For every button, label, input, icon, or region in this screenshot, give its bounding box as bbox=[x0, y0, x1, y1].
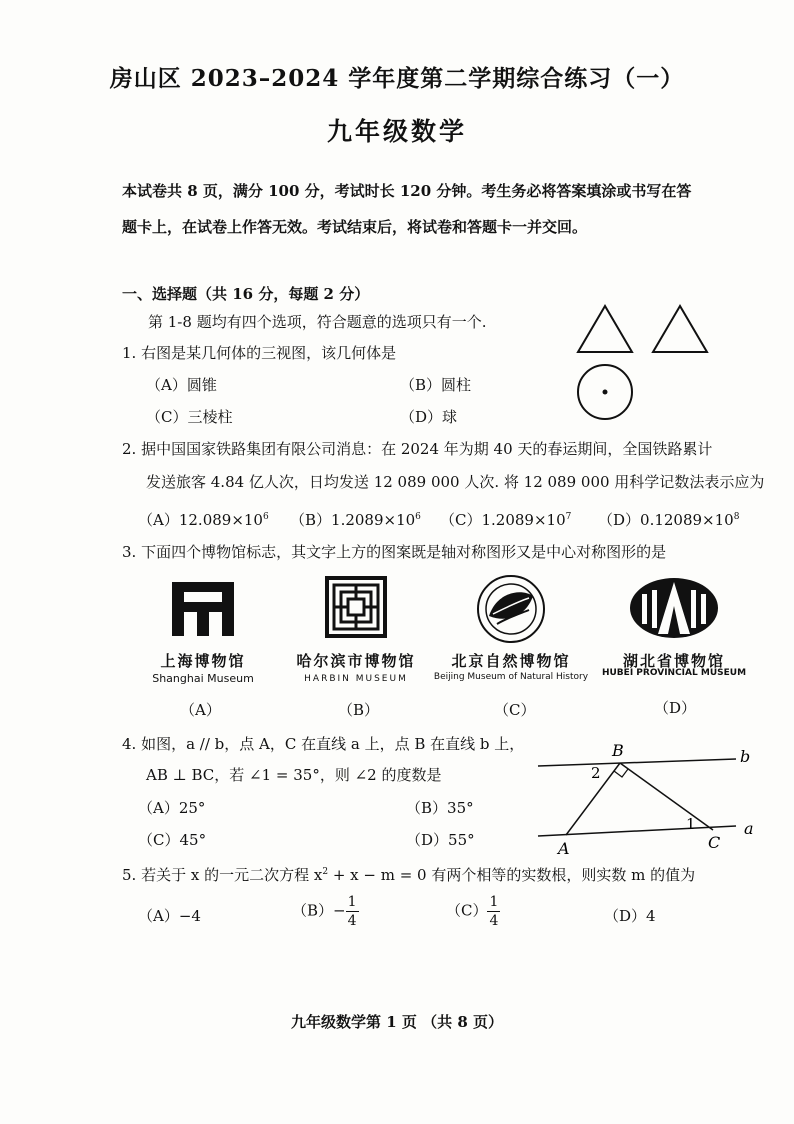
q5-text-end: + x − m = 0 有两个相等的实数根，则实数 m 的值为 bbox=[328, 866, 696, 884]
logo-a-sub: Shanghai Museum bbox=[152, 672, 254, 685]
q2-a-exp: 6 bbox=[262, 512, 269, 522]
parallel-lines-figure bbox=[530, 738, 770, 860]
shanghai-museum-logo bbox=[170, 578, 236, 638]
q5-b-prefix: （B）− bbox=[292, 901, 346, 920]
q5-c-prefix: （C） bbox=[446, 901, 488, 920]
q2-c-base: （C）1.2089×10 bbox=[440, 511, 566, 529]
question-5-text bbox=[122, 864, 695, 885]
page-footer: 九年级数学第 1 页 （共 8 页） bbox=[291, 1013, 503, 1031]
intro-text bbox=[122, 173, 762, 245]
logo-c-name: 北京自然博物馆 bbox=[451, 652, 571, 670]
point-a-label: A bbox=[558, 839, 570, 858]
q5-c-numerator: 1 bbox=[489, 894, 499, 910]
q2-c-exp: 7 bbox=[565, 512, 572, 522]
q2-a-base: （A）12.089×10 bbox=[138, 511, 263, 529]
q5-b-denominator: 4 bbox=[347, 913, 357, 929]
intro-line-2: 题卡上，在试卷上作答无效。考试结束后，将试卷和答题卡一并交回。 bbox=[122, 218, 588, 236]
q4-option-a: （A）25° bbox=[138, 799, 206, 817]
q1-option-d: （D）球 bbox=[400, 408, 458, 426]
front-view-triangle bbox=[578, 306, 632, 352]
q3-label-d: （D） bbox=[654, 699, 697, 717]
line-b-label: b bbox=[740, 747, 751, 766]
q3-label-a: （A） bbox=[180, 701, 221, 719]
logo-a-name: 上海博物馆 bbox=[160, 652, 246, 670]
page-subtitle: 九年级数学 bbox=[326, 117, 467, 146]
section-note: 第 1-8 题均有四个选项，符合题意的选项只有一个. bbox=[148, 313, 487, 331]
q3-label-c: （C） bbox=[494, 701, 536, 719]
section-heading: 一、选择题（共 16 分，每题 2 分） bbox=[122, 285, 370, 303]
q2-b-exp: 6 bbox=[415, 512, 421, 522]
question-4-line-1: 4. 如图，a // b，点 A，C 在直线 a 上，点 B 在直线 b 上， bbox=[122, 735, 525, 753]
q2-option-a bbox=[138, 509, 269, 530]
q2-d-exp: 8 bbox=[733, 512, 740, 522]
q5-text-exp: 2 bbox=[322, 867, 329, 877]
logo-d-sub: HUBEI PROVINCIAL MUSEUM bbox=[601, 668, 747, 678]
q2-option-d bbox=[598, 509, 739, 530]
q1-option-b: （B）圆柱 bbox=[400, 376, 472, 394]
segment-bc bbox=[620, 763, 713, 830]
q5-option-c bbox=[446, 895, 500, 928]
question-3-text: 3. 下面四个博物馆标志，其文字上方的图案既是轴对称图形又是中心对称图形的是 bbox=[122, 543, 667, 561]
hubei-museum-logo bbox=[628, 576, 720, 640]
page-title: 房山区 2023–2024 学年度第二学期综合练习（一） bbox=[109, 65, 685, 92]
question-1-text: 1. 右图是某几何体的三视图，该几何体是 bbox=[122, 344, 397, 362]
beijing-natural-history-logo bbox=[475, 574, 547, 644]
logo-b-sub: HARBIN MUSEUM bbox=[304, 674, 408, 684]
q2-b-base: （B）1.2089×10 bbox=[290, 511, 416, 529]
q2-option-c bbox=[440, 509, 571, 530]
q4-option-c: （C）45° bbox=[138, 831, 207, 849]
logo-b-name: 哈尔滨市博物馆 bbox=[296, 652, 416, 670]
q5-option-b bbox=[292, 895, 359, 928]
q2-d-base: （D）0.12089×10 bbox=[598, 511, 734, 529]
intro-line-1: 本试卷共 8 页，满分 100 分，考试时长 120 分钟。考生务必将答案填涂或书写在答 bbox=[122, 182, 692, 200]
logo-d-name: 湖北省博物馆 bbox=[622, 652, 725, 670]
point-b-label: B bbox=[612, 741, 624, 760]
three-view-figure bbox=[570, 300, 720, 430]
question-4-line-2: AB ⊥ BC，若 ∠1 = 35°，则 ∠2 的度数是 bbox=[146, 766, 442, 784]
q2-option-b bbox=[290, 509, 421, 530]
angle-2-label: 2 bbox=[591, 764, 601, 782]
q5-b-fraction bbox=[346, 895, 359, 928]
question-2-line-1: 2. 据中国国家铁路集团有限公司消息：在 2024 年为期 40 天的春运期间，全国铁路累计 bbox=[122, 440, 713, 458]
q5-option-a: （A）−4 bbox=[138, 907, 201, 925]
q4-option-b: （B）35° bbox=[406, 799, 474, 817]
harbin-museum-logo bbox=[325, 576, 387, 638]
q1-option-a: （A）圆锥 bbox=[146, 376, 217, 394]
question-2-line-2: 发送旅客 4.84 亿人次，日均发送 12 089 000 人次. 将 12 089 000 用科学记数法表示应为 bbox=[146, 473, 765, 491]
top-view-center-dot bbox=[603, 390, 608, 395]
line-a bbox=[538, 826, 736, 836]
q1-option-c: （C）三棱柱 bbox=[146, 408, 233, 426]
q3-label-b: （B） bbox=[338, 701, 380, 719]
q5-b-numerator: 1 bbox=[347, 894, 357, 910]
q5-c-fraction bbox=[487, 895, 500, 928]
q5-text-start: 5. 若关于 x 的一元二次方程 x bbox=[122, 866, 323, 884]
side-view-triangle bbox=[653, 306, 707, 352]
q4-option-d: （D）55° bbox=[406, 831, 475, 849]
line-a-label: a bbox=[744, 819, 754, 838]
logo-c-sub: Beijing Museum of Natural History bbox=[433, 672, 589, 682]
q5-c-denominator: 4 bbox=[489, 913, 499, 929]
point-c-label: C bbox=[708, 833, 721, 852]
q5-option-d: （D）4 bbox=[604, 907, 656, 925]
angle-1-label: 1 bbox=[686, 815, 696, 833]
line-b bbox=[538, 759, 736, 766]
right-angle-mark bbox=[614, 769, 628, 777]
